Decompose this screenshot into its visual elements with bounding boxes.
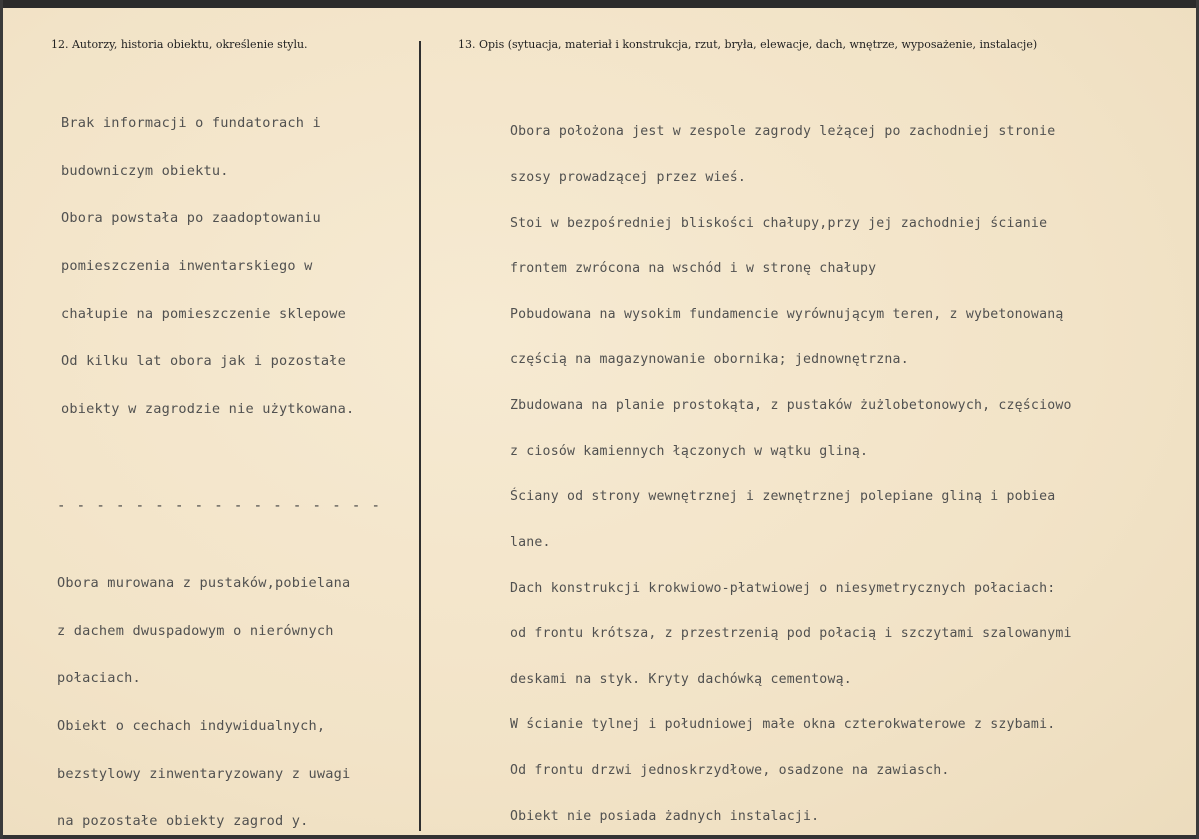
- history-line: chałupie na pomieszczenie sklepowe: [61, 305, 347, 322]
- description-text-block: [510, 94, 1072, 839]
- history-text-block: [61, 84, 354, 450]
- description-line: frontem zwrócona na wschód i w stronę chałupy: [510, 261, 877, 277]
- style-line: Obora murowana z pustaków,pobielana: [57, 574, 351, 591]
- history-line: Od kilku lat obora jak i pozostałe: [61, 353, 347, 370]
- history-line: Obora powstała po zaadoptowaniu: [61, 210, 321, 227]
- style-line: na pozostałe obiekty zagrod y.: [57, 813, 309, 830]
- description-line: szosy prowadzącej przez wieś.: [510, 170, 747, 186]
- style-line: połaciach.: [57, 670, 141, 687]
- history-line: pomieszczenia inwentarskiego w: [61, 257, 313, 274]
- description-line: od frontu krótsza, z przestrzenią pod połacią i szczytami szalowanymi: [510, 626, 1072, 642]
- style-line: Obiekt o cechach indywidualnych,: [57, 717, 326, 734]
- description-line: Stoi w bezpośredniej bliskości chałupy,przy jej zachodniej ścianie: [510, 215, 1048, 231]
- description-line: Dach konstrukcji krokwiowo-płatwiowej o niesymetrycznych połaciach:: [510, 580, 1056, 596]
- scan-bottom-edge: [3, 835, 1196, 839]
- column-divider: [419, 41, 421, 831]
- section-12-header: 12. Autorzy, historia obiektu, określenie stylu.: [51, 38, 308, 51]
- dashed-separator: - - - - - - - - - - - - - - - - -: [57, 498, 382, 514]
- description-line: Ściany od strony wewnętrznej i zewnętrznej polepiane gliną i pobiea: [510, 489, 1056, 505]
- scan-top-edge: [3, 0, 1196, 8]
- description-line: Obiekt nie posiada żadnych instalacji.: [510, 808, 820, 824]
- description-line: częścią na magazynowanie obornika; jednownętrzna.: [510, 352, 909, 368]
- description-line: Zbudowana na planie prostokąta, z pustaków żużlobetonowych, częściowo: [510, 398, 1072, 414]
- history-line: budowniczym obiektu.: [61, 162, 229, 179]
- description-line: lane.: [510, 534, 551, 550]
- description-line: Obora położona jest w zespole zagrody leżącej po zachodniej stronie: [510, 124, 1056, 140]
- description-line: deskami na styk. Kryty dachówką cementową.: [510, 671, 852, 687]
- history-line: Brak informacji o fundatorach i: [61, 114, 321, 131]
- description-line: z ciosów kamiennych łączonych w wątku gliną.: [510, 443, 869, 459]
- style-line: z dachem dwuspadowym o nierównych: [57, 622, 334, 639]
- section-13-header: 13. Opis (sytuacja, materiał i konstrukcja, rzut, bryła, elewacje, dach, wnętrze, wyposażenie, instalacje): [458, 38, 1038, 51]
- history-line: obiekty w zagrodzie nie użytkowana.: [61, 401, 355, 418]
- style-line: bezstylowy zinwentaryzowany z uwagi: [57, 765, 351, 782]
- description-line: Od frontu drzwi jednoskrzydłowe, osadzone na zawiasch.: [510, 762, 950, 778]
- description-line: W ścianie tylnej i południowej małe okna czterokwaterowe z szybami.: [510, 717, 1056, 733]
- style-text-block: [57, 544, 350, 839]
- description-line: Pobudowana na wysokim fundamencie wyrównującym teren, z wybetonowaną: [510, 306, 1064, 322]
